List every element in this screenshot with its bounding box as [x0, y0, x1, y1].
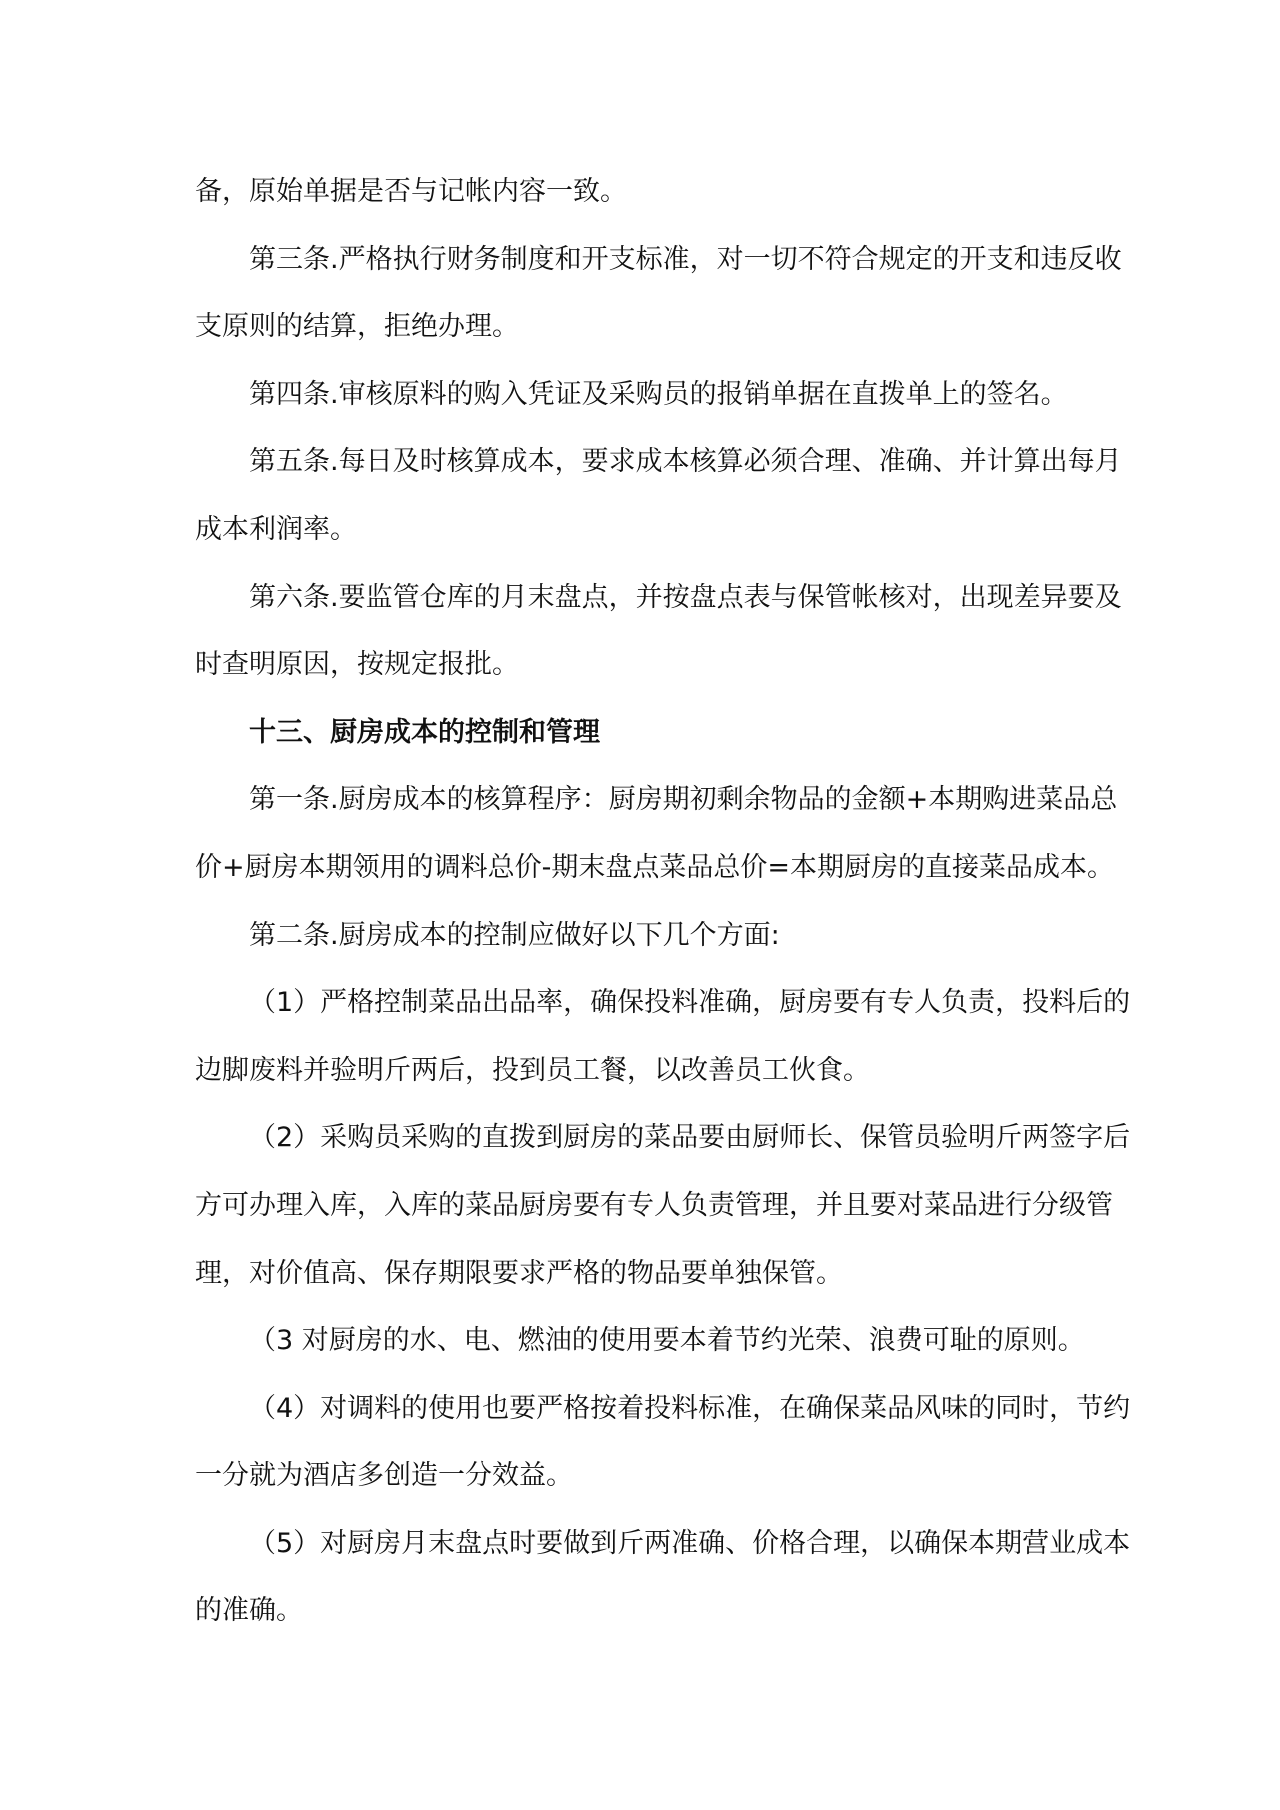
paragraph-line: 第六条.要监管仓库的月末盘点，并按盘点表与保管帐核对，出现差异要及 — [249, 581, 1122, 613]
paragraph-line: 备，原始单据是否与记帐内容一致。 — [195, 176, 627, 207]
paragraph-line: 成本利润率。 — [195, 513, 357, 545]
paragraph-line: （4）对调料的使用也要严格按着投料标准，在确保菜品风味的同时，节约 — [249, 1392, 1131, 1424]
paragraph-line: 第一条.厨房成本的核算程序：厨房期初剩余物品的金额+本期购进菜品总 — [249, 784, 1118, 816]
paragraph-line: 边脚废料并验明斤两后，投到员工餐，以改善员工伙食。 — [195, 1054, 870, 1086]
paragraph-line: （5）对厨房月末盘点时要做到斤两准确、价格合理，以确保本期营业成本 — [249, 1527, 1131, 1559]
paragraph — [195, 428, 1122, 563]
paragraph-line: 第五条.每日及时核算成本，要求成本核算必须合理、准确、并计算出每月 — [249, 446, 1122, 478]
paragraph-line: （3 对厨房的水、电、燃油的使用要本着节约光荣、浪费可耻的原则。 — [249, 1325, 1085, 1357]
paragraph — [195, 226, 1122, 361]
paragraph — [195, 766, 1118, 901]
paragraph-line: 第四条.审核原料的购入凭证及采购员的报销单据在直拨单上的签名。 — [249, 378, 1068, 410]
list-item — [195, 1307, 1090, 1375]
paragraph-line: 价+厨房本期领用的调料总价-期末盘点菜品总价=本期厨房的直接菜品成本。 — [195, 851, 1114, 883]
list-item — [195, 1375, 1131, 1510]
paragraph-line: 的准确。 — [195, 1595, 303, 1627]
paragraph-line: （2）采购员采购的直拨到厨房的菜品要由厨师长、保管员验明斤两签字后 — [249, 1122, 1131, 1154]
section — [195, 699, 1090, 767]
document-body — [195, 158, 1131, 1645]
list-item — [195, 1510, 1131, 1645]
paragraph-line: （1）严格控制菜品出品率，确保投料准确，厨房要有专人负责，投料后的 — [249, 987, 1131, 1019]
paragraph — [195, 361, 1090, 429]
paragraph — [195, 902, 1090, 970]
paragraph-line: 理，对价值高、保存期限要求严格的物品要单独保管。 — [195, 1257, 843, 1289]
paragraph-line: 时查明原因，按规定报批。 — [195, 649, 519, 681]
paragraph-line: 方可办理入库，入库的菜品厨房要有专人负责管理，并且要对菜品进行分级管 — [195, 1189, 1113, 1221]
paragraph — [195, 564, 1122, 699]
section-heading: 十三、厨房成本的控制和管理 — [249, 716, 600, 748]
paragraph-line: 支原则的结算，拒绝办理。 — [195, 311, 519, 343]
paragraph-line: 一分就为酒店多创造一分效益。 — [195, 1460, 573, 1492]
list-item — [195, 969, 1131, 1104]
paragraph — [195, 158, 1090, 226]
list-item — [195, 1104, 1131, 1307]
paragraph-line: 第三条.严格执行财务制度和开支标准，对一切不符合规定的开支和违反收 — [249, 243, 1122, 275]
paragraph-line: 第二条.厨房成本的控制应做好以下几个方面: — [249, 919, 780, 951]
